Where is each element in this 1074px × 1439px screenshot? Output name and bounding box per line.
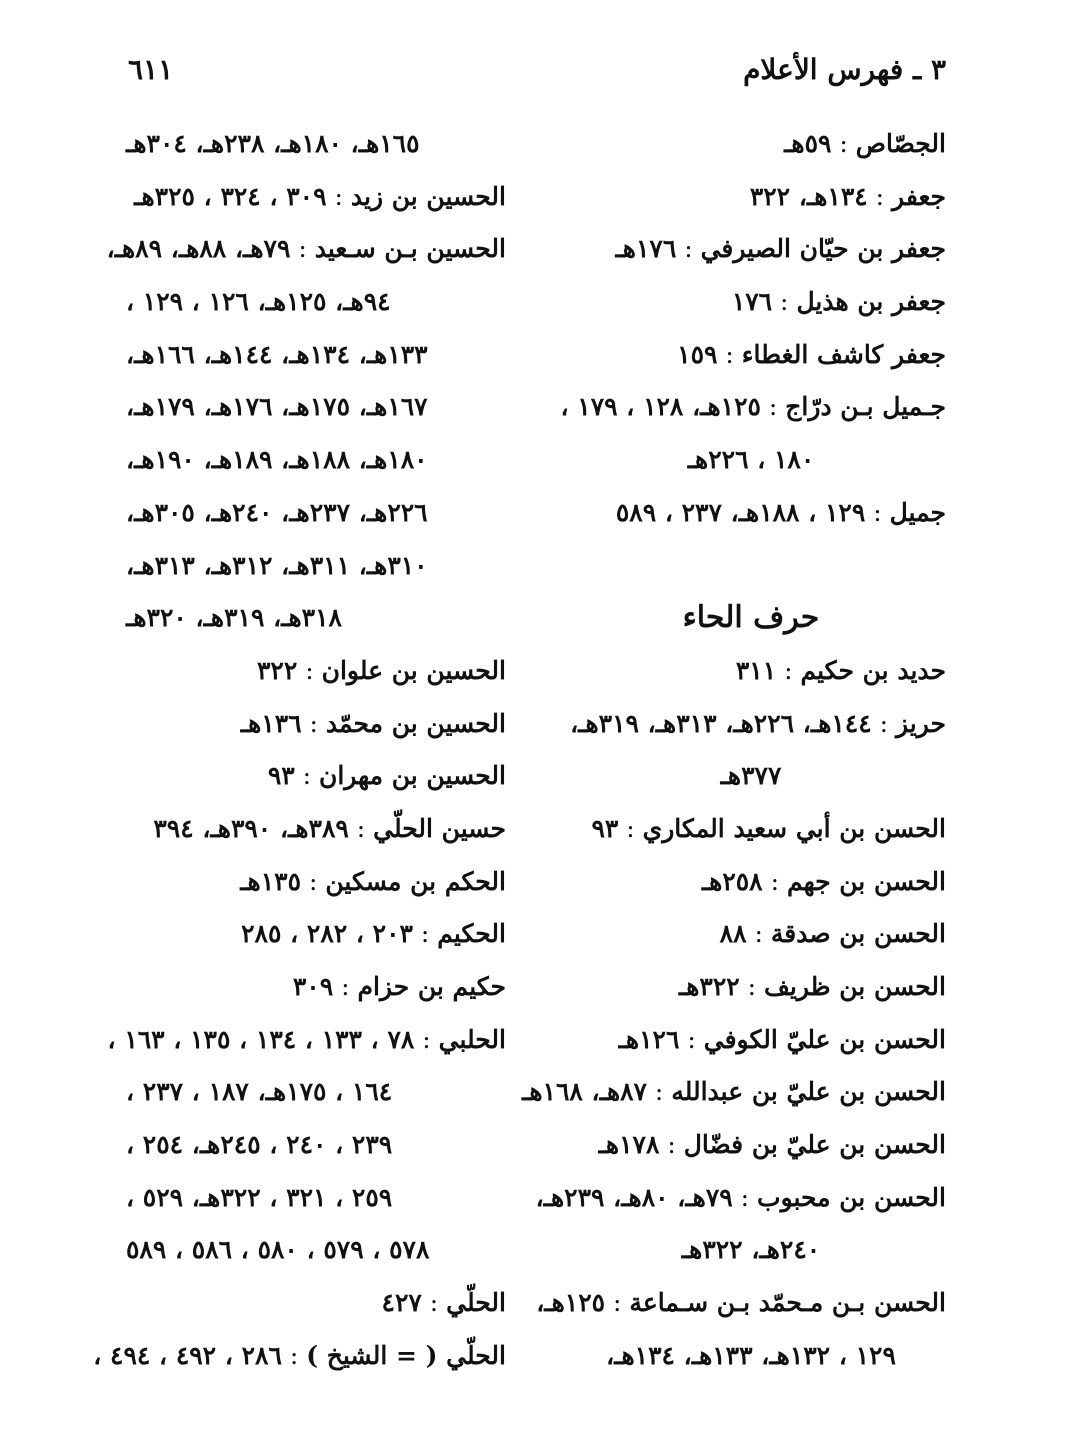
entry-separator: : [717, 339, 742, 369]
entry-pages: ٢٥٩ ، ٣٢١ ، ٣٢٢هـ، ٥٢٩ ، [126, 1182, 393, 1212]
page-number: ٦١١ [128, 52, 174, 86]
entry-name: الحسين بن مهران [319, 761, 506, 791]
entry-pages: ١٤٤هـ، ٢٢٦هـ، ٣١٣هـ، ٣١٩هـ، [570, 708, 872, 738]
left-column [93, 118, 506, 1383]
entry-name: الحلّي [446, 1288, 506, 1318]
index-entry [126, 171, 506, 224]
index-continuation [126, 381, 506, 434]
entry-name: جعفر بن حيّان الصيرفي [700, 234, 946, 264]
entry-separator: : [867, 181, 893, 211]
index-entry [126, 803, 506, 856]
index-continuation [126, 1224, 506, 1277]
entry-pages: ٩٤هـ، ١٢٥هـ، ١٢٦ ، ١٢٩ ، [126, 287, 391, 317]
index-entry [556, 908, 946, 961]
entry-pages: ٤٢٧ [381, 1288, 422, 1318]
entry-name: حرف الحاء [682, 600, 820, 636]
index-entry [556, 1014, 946, 1067]
index-continuation [126, 592, 506, 645]
entry-pages: ١٣٤هـ، ٣٢٢ [749, 181, 868, 211]
entry-separator: : [294, 761, 319, 791]
index-continuation [126, 487, 506, 540]
entry-pages: ١٨٠ ، ٢٢٦هـ [687, 445, 815, 475]
entry-pages: ٣٠٩ ، ٣٢٤ ، ٣٢٥هـ [134, 181, 327, 211]
index-entry [556, 1119, 946, 1172]
entry-name: جـميل بـن درّاج [785, 392, 946, 422]
entry-separator: : [871, 708, 896, 738]
entry-name: الحسن بن عليّ بن فضّال [683, 1130, 946, 1160]
entry-name: الحكيم [437, 919, 506, 949]
index-continuation [556, 750, 946, 803]
entry-pages: ١٧٦ [731, 287, 773, 317]
entry-name: الحسن بن جهم [786, 866, 946, 896]
entry-separator: : [676, 234, 701, 264]
entry-name: الحسين بن محمّد [325, 708, 506, 738]
entry-pages: ١٢٦هـ [618, 1024, 680, 1054]
entry-pages: ١٦٧هـ، ١٧٥هـ، ١٧٦هـ، ١٧٩هـ، [126, 392, 428, 422]
index-continuation [126, 1172, 506, 1225]
index-continuation [126, 1119, 506, 1172]
entry-separator: : [281, 1340, 307, 1370]
entry-name: جعفر كاشف الغطاء [741, 339, 946, 369]
entry-name: حريز [896, 708, 946, 738]
entry-separator: : [760, 392, 786, 422]
index-entry [556, 487, 946, 540]
section-heading [556, 592, 946, 645]
entry-name: الحسن بن صدقة [770, 919, 946, 949]
index-entry [556, 698, 946, 751]
entry-separator: : [776, 655, 801, 685]
index-entry [535, 1172, 946, 1225]
entry-name: الجصّاص [855, 129, 946, 158]
entry-name: الحسن بن أبي سعيد المكاري [642, 813, 946, 843]
entry-pages: ١٣٥هـ [240, 866, 302, 896]
entry-pages: ٥٩هـ [784, 129, 832, 158]
entry-pages: ٣٢٢ [256, 655, 298, 685]
index-entry [556, 223, 946, 276]
index-entry [126, 908, 506, 961]
entry-name: الحكم بن مسكين [325, 866, 506, 896]
entry-pages: ٨٨ [719, 919, 747, 949]
entry-pages: ٢٥٨هـ [701, 866, 763, 896]
entry-pages: ٧٩هـ، ٨٠هـ، ٢٣٩هـ، [535, 1182, 733, 1212]
entry-separator: : [865, 497, 890, 527]
entry-name: الحسين بـن سـعيد [314, 234, 506, 264]
entry-pages: ٩٣ [267, 761, 295, 791]
entry-separator: : [739, 972, 765, 1001]
entry-pages: ٣١٠هـ، ٣١١هـ، ٣١٢هـ، ٣١٣هـ، [126, 550, 428, 580]
entry-pages: ٢٣٩ ، ٢٤٠ ، ٢٤٥هـ، ٢٥٤ ، [126, 1130, 393, 1160]
index-continuation [126, 276, 506, 329]
index-entry [556, 856, 946, 909]
entry-name: جعفر بن هذيل [796, 287, 946, 317]
index-continuation [126, 1066, 506, 1119]
entry-pages: ٣٧٧هـ [720, 761, 782, 791]
index-entry [556, 276, 946, 329]
entry-separator: : [746, 919, 771, 949]
entry-separator: : [605, 1288, 630, 1318]
entry-pages: ٣١٨هـ، ٣١٩هـ، ٣٢٠هـ [126, 603, 342, 633]
entry-separator: : [831, 129, 856, 158]
entry-pages: ١٧٦هـ [615, 234, 677, 264]
blank-line [556, 540, 946, 593]
entry-pages: ١٣٣هـ، ١٣٤هـ، ١٤٤هـ، ١٦٦هـ، [126, 339, 428, 369]
index-entry [126, 856, 506, 909]
index-entry [556, 961, 946, 1014]
entry-pages: ٣٢٢هـ [678, 972, 740, 1001]
index-entry [126, 698, 506, 751]
entry-separator: : [659, 1130, 684, 1160]
entry-separator: : [412, 919, 438, 949]
entry-pages: ١٥٩ [677, 339, 718, 369]
entry-name: الحسن بـن مـحمّد بـن سـماعة [629, 1288, 946, 1318]
entry-separator: : [762, 866, 787, 896]
entry-separator: : [290, 234, 315, 264]
index-continuation [126, 434, 506, 487]
entry-pages: ٣٨٩هـ، ٣٩٠هـ، ٣٩٤ [153, 813, 349, 843]
index-continuation [126, 329, 506, 382]
index-entry [556, 381, 946, 434]
entry-separator: : [679, 1024, 704, 1054]
index-entry [107, 1014, 506, 1067]
entry-separator: : [348, 813, 374, 843]
entry-name: الحسن بن محبوب [757, 1182, 946, 1212]
entry-pages: ١٣٦هـ [240, 708, 302, 738]
index-entry [126, 961, 506, 1014]
entry-name: جعفر [892, 181, 946, 211]
entry-pages: ١٧٨هـ [598, 1130, 660, 1160]
right-column [522, 118, 946, 1383]
entry-pages: ٢٢٦هـ، ٢٣٧هـ، ٢٤٠هـ، ٣٠٥هـ، [126, 497, 428, 527]
entry-name: الحلبي [438, 1024, 506, 1054]
entry-separator: : [772, 287, 797, 317]
entry-pages: ١٢٥هـ، [536, 1288, 606, 1318]
entry-separator: : [301, 866, 326, 896]
index-continuation [556, 1330, 946, 1383]
entry-name: الحلّي ( = الشيخ ) [306, 1340, 506, 1370]
entry-name: الحسين بن زيد [350, 181, 506, 211]
entry-pages: ١٨٠هـ، ١٨٨هـ، ١٨٩هـ، ١٩٠هـ، [126, 445, 428, 475]
entry-name: الحسن بن عليّ بن عبدالله [671, 1077, 946, 1107]
entry-pages: ١٢٥هـ، ١٢٨ ، ١٧٩ ، [560, 392, 761, 422]
entry-separator: : [732, 1182, 758, 1212]
index-entry [106, 223, 506, 276]
index-entry [556, 803, 946, 856]
index-entry [536, 1277, 946, 1330]
entry-pages: ٢٤٠هـ، ٣٢٢هـ [681, 1235, 821, 1265]
page-title: ٣ ـ فهرس الأعلام [743, 52, 946, 86]
entry-pages: ١٢٩ ، ١٣٢هـ، ١٣٣هـ، ١٣٤هـ، [606, 1340, 896, 1370]
entry-name: جميل [889, 497, 946, 527]
index-entry [126, 645, 506, 698]
entry-pages: ٧٨ ، ١٣٣ ، ١٣٤ ، ١٣٥ ، ١٦٣ ، [107, 1024, 415, 1054]
entry-name: الحسن بن عليّ الكوفي [703, 1024, 946, 1054]
index-continuation [126, 540, 506, 593]
entry-pages: ٧٩هـ، ٨٨هـ، ٨٩هـ، [106, 234, 291, 264]
index-continuation [556, 1224, 946, 1277]
entry-name: الحسن بن ظريف [764, 972, 946, 1001]
entry-separator: : [333, 972, 358, 1001]
entry-pages: ٨٧هـ، ١٦٨هـ [522, 1077, 647, 1107]
index-entry [522, 1066, 946, 1119]
index-entry [126, 750, 506, 803]
entry-pages: ٩٣ [591, 813, 619, 843]
index-entry [93, 1330, 506, 1383]
entry-pages: ٥٧٨ ، ٥٧٩ ، ٥٨٠ ، ٥٨٦ ، ٥٨٩ [126, 1235, 430, 1265]
entry-pages: ٢٠٣ ، ٢٨٢ ، ٢٨٥ [241, 919, 413, 949]
entry-separator: : [421, 1288, 447, 1318]
index-entry [556, 645, 946, 698]
entry-name: الحسين بن علوان [321, 655, 506, 685]
entry-pages: ١٢٩ ، ١٨٨هـ، ٢٣٧ ، ٥٨٩ [615, 497, 866, 527]
entry-pages: ٣٠٩ [292, 972, 334, 1001]
entry-pages: ٣١١ [735, 655, 777, 685]
entry-name: حكيم بن حزام [357, 972, 506, 1001]
entry-name: حسين الحلّي [373, 813, 506, 843]
index-entry [126, 1277, 506, 1330]
index-entry [556, 329, 946, 382]
entry-separator: : [414, 1024, 439, 1054]
entry-separator: : [646, 1077, 672, 1107]
entry-name: حديد بن حكيم [800, 655, 946, 685]
entry-separator: : [301, 708, 326, 738]
entry-separator: : [297, 655, 322, 685]
entry-separator: : [326, 181, 351, 211]
page-header [128, 44, 946, 94]
index-continuation [126, 118, 506, 171]
index-entry [556, 118, 946, 171]
entry-pages: ١٦٥هـ، ١٨٠هـ، ٢٣٨هـ، ٣٠٤هـ [126, 129, 420, 158]
entry-pages: ٢٨٦ ، ٤٩٢ ، ٤٩٤ ، [93, 1340, 282, 1370]
entry-separator: : [618, 813, 643, 843]
index-continuation [556, 434, 946, 487]
index-entry [556, 171, 946, 224]
entry-pages: ١٦٤ ، ١٧٥هـ، ١٨٧ ، ٢٣٧ ، [126, 1077, 393, 1107]
